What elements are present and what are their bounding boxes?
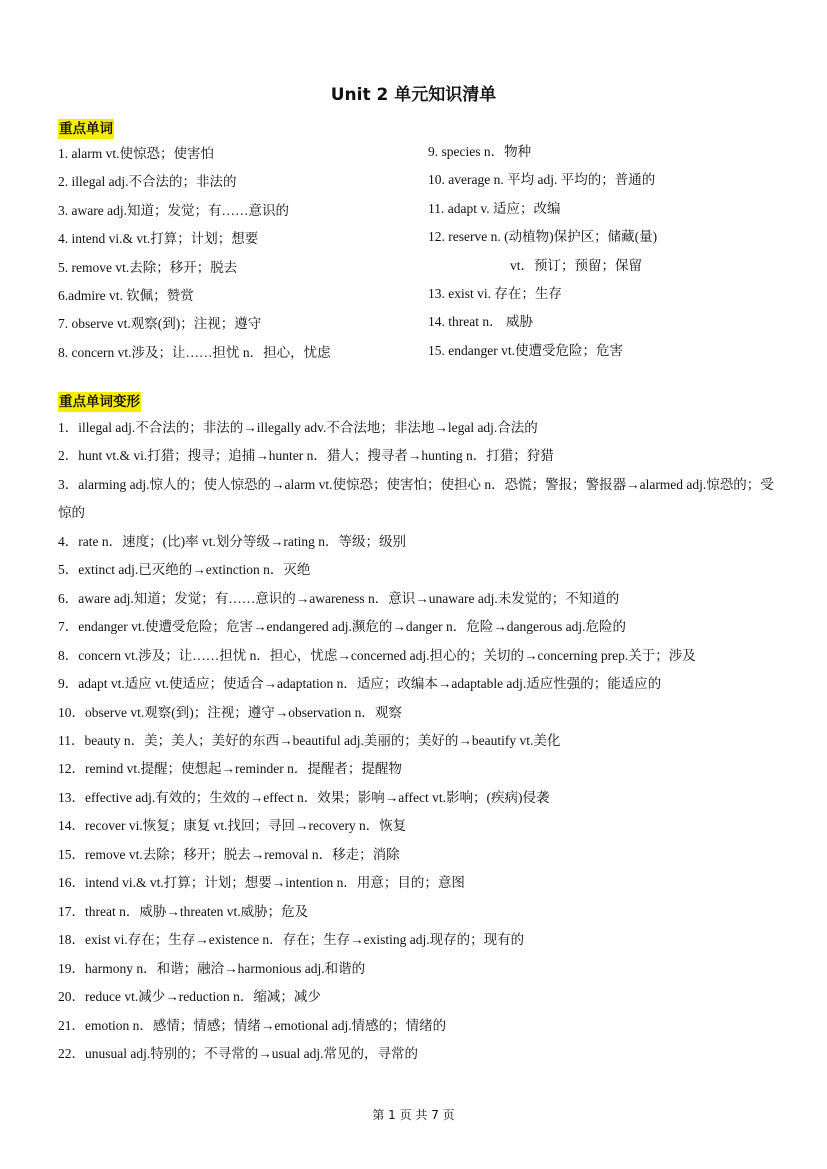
list-item: 12．remind vt.提醒；使想起→reminder n．提醒者；提醒物 [58, 761, 402, 777]
page-title: Unit 2 单元知识清单 [330, 85, 497, 105]
list-item: 3. aware adj.知道；发觉；有……意识的 [58, 202, 289, 218]
list-item: 18．exist vi.存在；生存→existence n．存在；生存→existing adj.现存的；现有的 [58, 932, 525, 948]
list-item: 1. alarm vt.使惊恐；使害怕 [58, 146, 214, 161]
list-item: 8．concern vt.涉及；让……担忧 n．担心，忧虑→concerned adj.担心的；关切的→concerning prep.关于；涉及 [58, 647, 696, 663]
list-item: 16．intend vi.& vt.打算；计划；想要→intention n．用意；目的；意图 [58, 875, 465, 891]
list-item: 4．rate n．速度；(比)率 vt.划分等级→rating n．等级；级别 [58, 533, 406, 549]
page-footer: 第 1 页 共 7 页 [372, 1108, 455, 1122]
word-list-left [58, 140, 331, 367]
list-item: 5. remove vt.去除；移开；脱去 [58, 259, 238, 275]
list-item: 8. concern vt.涉及；让……担忧 n．担心，忧虑 [58, 344, 331, 360]
list-item: 15. endanger vt.使遭受危险；危害 [428, 342, 623, 358]
word-forms-list [58, 414, 778, 1068]
list-item: 1．illegal adj.不合法的；非法的→illegally adv.不合法地；非法地→legal adj.合法的 [58, 420, 538, 435]
list-item: 11．beauty n．美；美人；美好的东西→beautiful adj.美丽的；美好的→beautify vt.美化 [58, 732, 561, 748]
list-item: 7. observe vt.观察(到)；注视；遵守 [58, 316, 262, 332]
list-item: 21．emotion n．感情；情感；情绪→emotional adj.情感的；情绪的 [58, 1017, 447, 1033]
list-item: 12. reserve n. (动植物)保护区；储藏(量) [428, 229, 658, 245]
list-item: 11. adapt v. 适应；改编 [428, 200, 561, 216]
list-item: 13．effective adj.有效的；生效的→effect n．效果；影响→affect vt.影响；(疾病)侵袭 [58, 789, 550, 805]
word-list-right [428, 138, 657, 365]
list-item: 6.admire vt. 钦佩；赞赏 [58, 287, 194, 303]
list-item: 10．observe vt.观察(到)；注视；遵守→observation n．观察 [58, 704, 402, 720]
list-item: 17．threat n．威胁→threaten vt.威胁；危及 [58, 903, 309, 919]
list-item: 7．endanger vt.使遭受危险；危害→endangered adj.濒危的→danger n．危险→dangerous adj.危险的 [58, 619, 627, 635]
list-item: 6．aware adj.知道；发觉；有……意识的→awareness n．意识→unaware adj.未发觉的；不知道的 [58, 590, 620, 606]
list-item: 20．reduce vt.减少→reduction n．缩减；减少 [58, 989, 321, 1005]
list-item: 14．recover vi.恢复；康复 vt.找回；寻回→recovery n．恢复 [58, 818, 407, 834]
list-item-continuation: vt．预订；预留；保留 [510, 257, 643, 273]
list-item: 22．unusual adj.特别的；不寻常的→usual adj.常见的，寻常的 [58, 1045, 418, 1061]
list-item: 9．adapt vt.适应 vt.使适应；使适合→adaptation n．适应；改编本→adaptable adj.适应性强的；能适应的 [58, 676, 662, 692]
list-item: 19．harmony n．和谐；融洽→harmonious adj.和谐的 [58, 960, 366, 976]
list-item: 14. threat n． 威胁 [428, 314, 533, 330]
list-item: 13. exist vi. 存在；生存 [428, 285, 562, 301]
list-item: 15．remove vt.去除；移开；脱去→removal n．移走；消除 [58, 846, 400, 862]
list-item: 10. average n. 平均 adj. 平均的；普通的 [428, 172, 656, 188]
list-item: 3．alarming adj.惊人的；使人惊恐的→alarm vt.使惊恐；使害怕；使担心 n．恐慌；警报；警报器→alarmed adj.惊恐的；受惊的 [58, 476, 774, 521]
list-item: 2．hunt vt.& vi.打猎；搜寻；追捕→hunter n．猎人；搜寻者→hunting n．打猎；狩猎 [58, 448, 554, 464]
list-item: 5．extinct adj.已灭绝的→extinction n．灭绝 [58, 562, 311, 578]
list-item: 4. intend vi.& vt.打算；计划；想要 [58, 231, 259, 247]
section-heading-word-forms: 重点单词变形 [59, 394, 140, 410]
section-heading-key-words: 重点单词 [59, 121, 113, 137]
list-item: 9. species n．物种 [428, 144, 532, 159]
list-item: 2. illegal adj.不合法的；非法的 [58, 174, 237, 190]
